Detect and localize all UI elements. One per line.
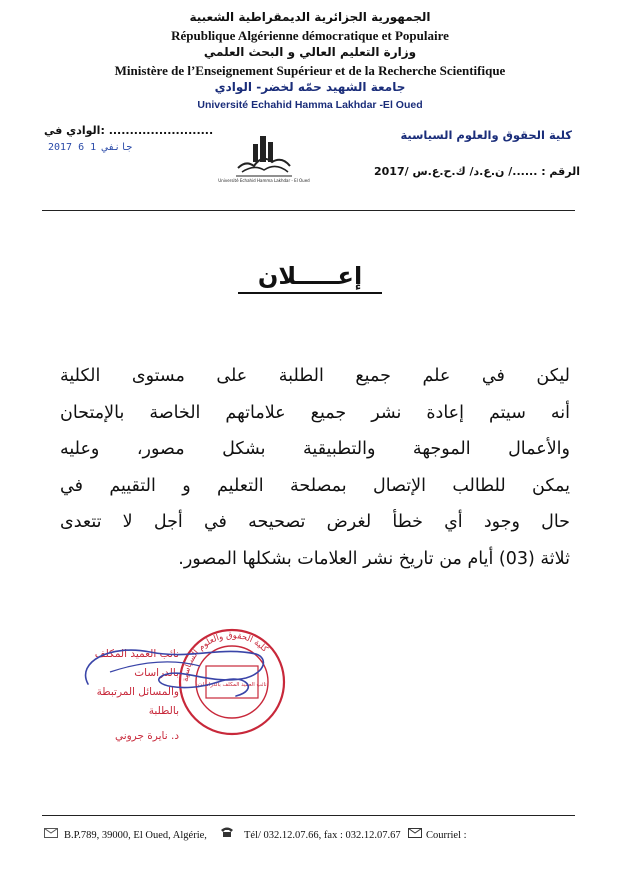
header-divider	[42, 210, 575, 211]
phone-icon	[220, 826, 234, 841]
university-logo-icon	[218, 128, 310, 184]
stamp-outer-text: كلية الحقوق والعلوم السياسية	[180, 630, 270, 683]
ministry-fr: Ministère de l’Enseignement Supérieur et de la Recherche Scientifique	[114, 63, 506, 78]
signature-title-line1: نائب العميد المكلف بالدراسات	[94, 648, 179, 679]
footer	[44, 826, 584, 846]
republic-fr: République Algérienne démocratique et Populaire	[171, 28, 449, 43]
stamp-center-text: نائب العميد المكلف بالدراسات	[197, 682, 267, 688]
place-date: الوادي في: .........................	[44, 124, 214, 137]
reference-number: الرقم : ....../ ن.ع.د/ ك.ح.ع.س /2017	[373, 165, 580, 178]
footer-divider	[42, 815, 575, 816]
mailbox-icon	[44, 828, 58, 841]
email-icon	[408, 828, 422, 841]
body-line: ثلاثة (03) أيام من تاريخ نشر العلامات بشكلها المصور.	[178, 548, 570, 569]
footer-phone-fax: Tél/ 032.12.07.66, fax : 032.12.07.67	[244, 830, 401, 841]
svg-text:Université Echahid Hamma Lakhd: Université Echahid Hamma Lakhdar - El Oued	[218, 178, 310, 183]
signature-name: د. نايرة جروني	[114, 730, 179, 742]
republic-ar: الجمهورية الجزائرية الديمقراطية الشعبية	[189, 10, 431, 24]
footer-email: Courriel :	[426, 830, 467, 841]
university-fr: Université Echahid Hamma Lakhdar -El Oued	[197, 99, 423, 111]
handwritten-signature	[70, 632, 280, 706]
faculty-name: كلية الحقوق والعلوم السياسية	[400, 128, 572, 142]
signature-title-line2: والمسائل المرتبطة بالطلبة	[96, 686, 179, 717]
received-date-stamp: 2017 جانفي 1 6	[48, 142, 133, 153]
announcement-title: إعـــــلان	[0, 262, 620, 290]
university-ar: جامعة الشهيد حمّه لخضر- الوادي	[214, 80, 406, 94]
body-line: أنه سيتم إعادة نشر جميع علاماتهم الخاصة بالإمتحان	[60, 402, 570, 423]
body-line: والأعمال الموجهة والتطبيقية بشكل مصور، وعليه	[60, 439, 570, 459]
body-line: حال وجود أي خطأ لغرض تصحيحه في أجل لا تتعدى	[60, 512, 570, 532]
footer-address: B.P.789, 39000, El Oued, Algérie,	[64, 830, 207, 841]
ministry-ar: وزارة التعليم العالي و البحث العلمي	[203, 45, 417, 59]
body-line: ليكن في علم جميع الطلبة على مستوى الكلية	[60, 366, 570, 386]
body-line: يمكن للطالب الإتصال بمصلحة التعليم و التقييم في	[60, 475, 570, 496]
announcement-body	[60, 358, 570, 577]
